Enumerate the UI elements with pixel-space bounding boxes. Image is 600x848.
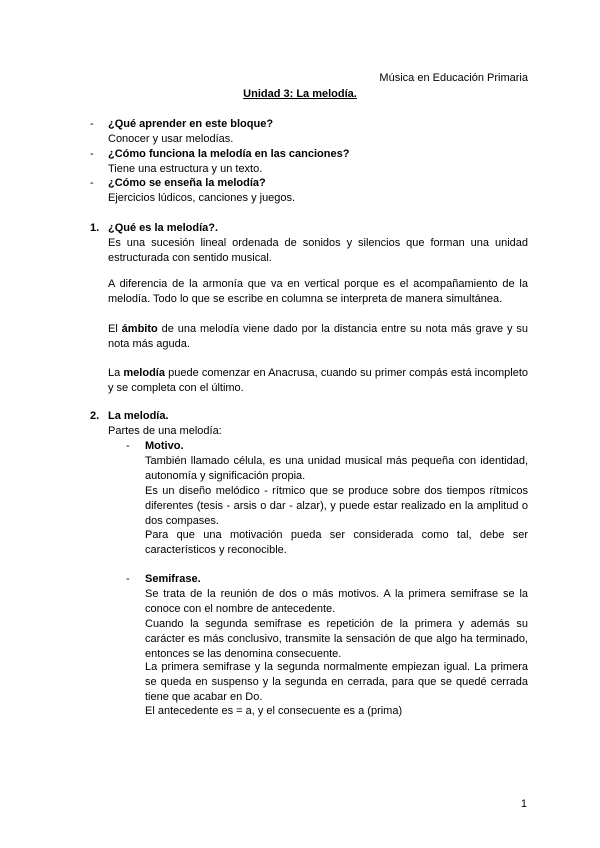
bullet-answer: Tiene una estructura y un texto. [108, 163, 263, 175]
section-heading: La melodía. [108, 410, 169, 422]
paragraph: La primera semifrase y la segunda normalmente empiezan igual. La primera se queda en suspenso y la segunda en cerrada, para que se quedé cerrada tiene que acabar en Do. [145, 661, 528, 703]
paragraph: El ámbito de una melodía viene dado por la distancia entre su nota más grave y su nota más aguda. [108, 323, 528, 350]
paragraph: También llamado célula, es una unidad musical más pequeña con identidad, autonomía y significación propia. [145, 455, 528, 482]
paragraph: El antecedente es = a, y el consecuente es a (prima) [145, 705, 403, 717]
paragraph: A diferencia de la armonía que va en vertical porque es el acompañamiento de la melodía. Todo lo que se escribe en columna se interpreta de manera simultánea. [108, 278, 528, 305]
bullet-marker: - [90, 118, 94, 130]
bold-term: melodía [123, 367, 165, 379]
bullet-question: ¿Cómo funciona la melodía en las canciones? [108, 148, 350, 160]
bullet-answer: Ejercicios lúdicos, canciones y juegos. [108, 192, 296, 204]
bullet-question: ¿Qué aprender en este bloque? [108, 118, 274, 130]
section-number: 1. [90, 222, 100, 234]
section-intro: Partes de una melodía: [108, 425, 222, 437]
sub-marker: - [126, 440, 130, 452]
bullet-answer: Conocer y usar melodías. [108, 133, 234, 145]
paragraph: Para que una motivación pueda ser considerada como tal, debe ser característicos y reconocible. [145, 529, 528, 556]
paragraph: La melodía puede comenzar en Anacrusa, cuando su primer compás está incompleto y se completa con el último. [108, 367, 529, 394]
paragraph: Es un diseño melódico - rítmico que se produce sobre dos tiempos rítmicos diferentes (tesis - arsis o dar - alzar), y puede estar realizado en la amplitud o dos compases. [145, 485, 528, 527]
paragraph: Se trata de la reunión de dos o más motivos. A la primera semifrase se la conoce con el nombre de antecedente. [145, 588, 528, 615]
paragraph: Es una sucesión lineal ordenada de sonidos y silencios que forman una unidad estructurada con sentido musical. [108, 237, 528, 264]
paragraph: Cuando la segunda semifrase es repetición de la primera y además su carácter es más conclusivo, transmite la sensación de que algo ha terminado, entonces se las denomina consecuente. [145, 618, 528, 660]
subsection-heading: Semifrase. [145, 573, 201, 585]
page-number: 1 [520, 798, 527, 810]
section-number: 2. [90, 410, 100, 422]
subsection-heading: Motivo. [145, 440, 184, 452]
bullet-marker: - [90, 177, 94, 189]
section-heading: ¿Qué es la melodía?. [108, 222, 219, 234]
bullet-marker: - [90, 148, 94, 160]
page-title: Unidad 3: La melodía. [243, 88, 357, 100]
page-header: Música en Educación Primaria [379, 72, 528, 84]
bold-term: ámbito [121, 323, 158, 335]
bullet-question: ¿Cómo se enseña la melodía? [108, 177, 266, 189]
sub-marker: - [126, 573, 130, 585]
